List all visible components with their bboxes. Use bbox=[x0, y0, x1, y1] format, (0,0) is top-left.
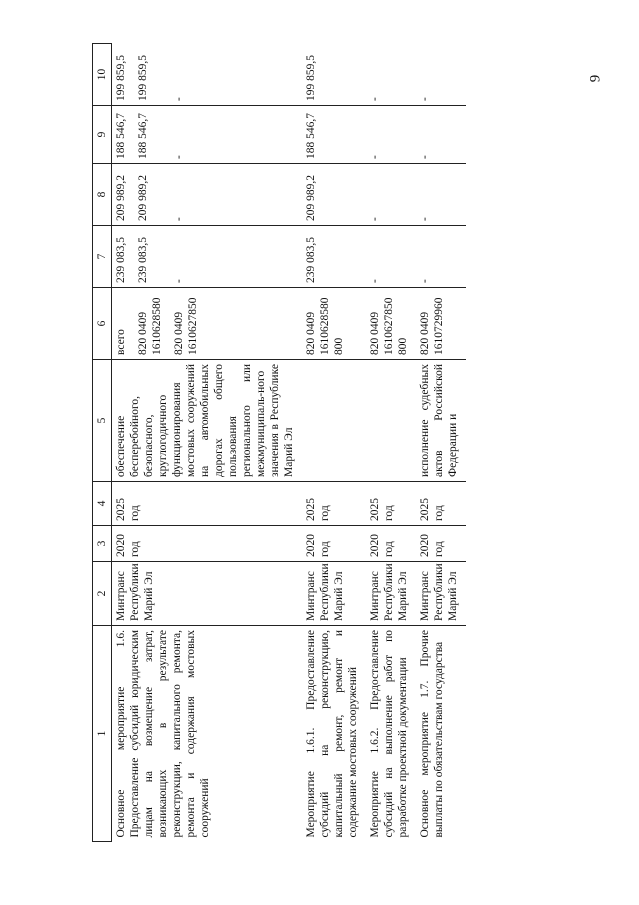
amount-line: 209 989,2 bbox=[137, 175, 150, 221]
budget-code: 820 0409 1610628580 800 bbox=[302, 288, 366, 360]
amount-line: 199 859,5 bbox=[137, 55, 150, 101]
budget-code-line: 820 0409 1610627850 bbox=[173, 297, 200, 355]
amount-2023: - bbox=[366, 106, 416, 164]
amount-2021: 239 083,5 bbox=[302, 226, 366, 288]
table-row bbox=[416, 44, 466, 842]
header-col-2: 2 bbox=[93, 562, 112, 626]
budget-code-line: 820 0409 1610628580 bbox=[137, 297, 164, 355]
amount-2024: 199 859,5 bbox=[302, 44, 366, 106]
amount-line: 209 989,2 bbox=[115, 175, 127, 221]
amount-2024: - bbox=[416, 44, 466, 106]
header-col-4: 4 bbox=[93, 482, 112, 526]
executor: Минтранс Республики Марий Эл bbox=[416, 562, 466, 626]
amount-line: - bbox=[173, 155, 186, 159]
amount-line: 199 859,5 bbox=[115, 55, 127, 101]
page-number: 9 bbox=[587, 74, 604, 83]
executor: Минтранс Республики Марий Эл bbox=[366, 562, 416, 626]
header-col-9: 9 bbox=[93, 106, 112, 164]
budget-code: 820 0409 1610627850 800 bbox=[366, 288, 416, 360]
start-year: 2020 год bbox=[302, 526, 366, 562]
header-col-8: 8 bbox=[93, 164, 112, 226]
header-row bbox=[93, 44, 112, 842]
amount-2024: - bbox=[366, 44, 416, 106]
amount-2023: - bbox=[416, 106, 466, 164]
rotated-table-container bbox=[92, 44, 540, 842]
purpose: обеспечение бесперебойного, безопасного, круглогодичного функционирования мостовых сооружений на автомобильных дорогах общего пользования регионального или межмуниципаль-ного значения в Республике Марий Эл bbox=[112, 360, 303, 482]
budget-code: 820 0409 1610729960 bbox=[416, 288, 466, 360]
activity-name: Мероприятие 1.6.1. Предоставление субсидий на реконструкцию, капитальный ремонт, ремонт и содержание мостовых сооружений bbox=[305, 630, 360, 838]
activity-name: Основное мероприятие 1.7. Прочие выплаты по обязательствам государства bbox=[419, 630, 446, 838]
end-year: 2025 год bbox=[112, 482, 303, 526]
amount-2022: - bbox=[366, 164, 416, 226]
table-row bbox=[112, 44, 303, 842]
header-col-10: 10 bbox=[93, 44, 112, 106]
amount-2024 bbox=[112, 44, 303, 106]
program-table bbox=[92, 43, 466, 842]
start-year: 2020 год bbox=[416, 526, 466, 562]
amount-line: 188 546,7 bbox=[115, 113, 127, 159]
amount-2022: - bbox=[416, 164, 466, 226]
end-year: 2025 год bbox=[366, 482, 416, 526]
amount-2023 bbox=[112, 106, 303, 164]
header-col-7: 7 bbox=[93, 226, 112, 288]
header-col-6: 6 bbox=[93, 288, 112, 360]
executor: Минтранс Республики Марий Эл bbox=[302, 562, 366, 626]
amount-line: 239 083,5 bbox=[137, 237, 150, 283]
end-year: 2025 год bbox=[302, 482, 366, 526]
amount-2022 bbox=[112, 164, 303, 226]
purpose bbox=[366, 360, 416, 482]
amount-line: 239 083,5 bbox=[115, 237, 127, 283]
header-col-1: 1 bbox=[93, 626, 112, 842]
start-year: 2020 год bbox=[366, 526, 416, 562]
activity-name: Мероприятие 1.6.2. Предоставление субсидий на выполнение работ по разработке проектной документации bbox=[369, 630, 410, 838]
amount-2021 bbox=[112, 226, 303, 288]
amount-line: 188 546,7 bbox=[137, 113, 150, 159]
amount-line: - bbox=[173, 279, 186, 283]
amount-2021: - bbox=[416, 226, 466, 288]
purpose: исполнение судебных актов Российской Федерации и bbox=[416, 360, 466, 482]
amount-2021: - bbox=[366, 226, 416, 288]
executor: Минтранс Республики Марий Эл bbox=[112, 562, 303, 626]
header-col-5: 5 bbox=[93, 360, 112, 482]
activity-name: Основное мероприятие 1.6. Предоставление субсидий юридическим лицам на возмещение затрат, возникающих в результате реконструкции, капитального ремонта, ремонта и содержания мостовых сооружений bbox=[115, 630, 212, 838]
purpose bbox=[302, 360, 366, 482]
amount-line: - bbox=[173, 217, 186, 221]
budget-code-line: всего bbox=[115, 329, 127, 355]
budget-code bbox=[112, 288, 303, 360]
end-year: 2025 год bbox=[416, 482, 466, 526]
header-col-3: 3 bbox=[93, 526, 112, 562]
table-row bbox=[302, 44, 366, 842]
amount-2022: 209 989,2 bbox=[302, 164, 366, 226]
amount-2023: 188 546,7 bbox=[302, 106, 366, 164]
table-row bbox=[366, 44, 416, 842]
start-year: 2020 год bbox=[112, 526, 303, 562]
amount-line: - bbox=[173, 97, 186, 101]
